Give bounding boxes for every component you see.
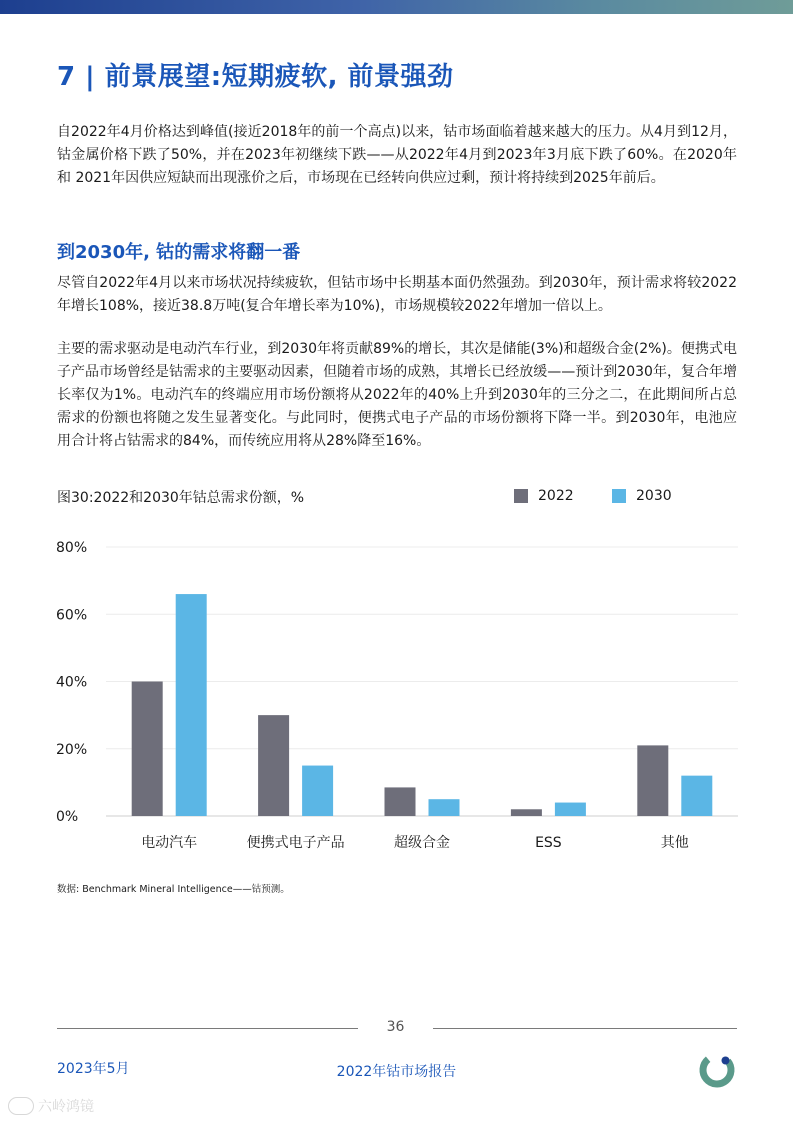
y-tick-label: 20% bbox=[56, 741, 88, 758]
legend-item-2030 bbox=[612, 488, 672, 504]
x-category-label: ESS bbox=[535, 835, 562, 851]
section-heading: 到2030年, 钴的需求将翻一番 bbox=[57, 242, 301, 263]
bar-2030-0 bbox=[176, 594, 207, 816]
footer-date: 2023年5月 bbox=[57, 1061, 130, 1077]
footer-divider-left bbox=[57, 1028, 358, 1029]
page-title: 7 | 前景展望:短期疲软, 前景强劲 bbox=[57, 62, 454, 92]
intro-paragraph: 自2022年4月价格达到峰值(接近2018年的前一个高点)以来，钴市场面临着越来越大的压力。从4月到12月， 钴金属价格下跌了50%，并在2023年初继续下跌——从2022年4月到2023年3月底下跌了60%。在2020年和 2021年因供应短缺而出现涨价之后，市场现在已经转向供应过剩，预计将持续到2025年前后。 bbox=[57, 124, 737, 186]
footer-divider-right bbox=[433, 1028, 737, 1029]
company-logo-icon bbox=[697, 1050, 737, 1090]
top-gradient-bar bbox=[0, 0, 793, 14]
bar-2022-1 bbox=[258, 715, 289, 816]
demand-share-bar-chart bbox=[40, 525, 750, 865]
legend-swatch-2022 bbox=[514, 489, 528, 503]
y-tick-label: 80% bbox=[56, 540, 88, 556]
bar-2022-0 bbox=[132, 682, 163, 817]
watermark-logo-icon bbox=[8, 1097, 34, 1115]
legend-swatch-2030 bbox=[612, 489, 626, 503]
demand-paragraph: 尽管自2022年4月以来市场状况持续疲软，但钴市场中长期基本面仍然强劲。到2030年，预计需求将较2022年增长108%，接近38.8万吨(复合年增长率为10%)，市场规模较2022年增加一倍以上。 bbox=[57, 275, 737, 314]
legend-label-2022: 2022 bbox=[538, 488, 574, 504]
bar-2030-2 bbox=[429, 799, 460, 816]
legend-label-2030: 2030 bbox=[636, 488, 672, 504]
x-category-label: 电动汽车 bbox=[141, 835, 198, 851]
x-category-label: 便携式电子产品 bbox=[246, 835, 345, 851]
chart-title: 图30:2022和2030年钴总需求份额，% bbox=[57, 490, 305, 506]
bar-2030-3 bbox=[555, 803, 586, 816]
y-tick-label: 60% bbox=[56, 607, 88, 624]
bar-2030-1 bbox=[302, 766, 333, 816]
page-number: 36 bbox=[386, 1019, 405, 1035]
x-category-label: 超级合金 bbox=[394, 835, 450, 851]
bar-2022-3 bbox=[511, 809, 542, 816]
bar-2030-4 bbox=[681, 776, 712, 816]
watermark-text: 六岭鸿镜 bbox=[38, 1099, 94, 1115]
source-note: 数据: Benchmark Mineral Intelligence——钴预测。 bbox=[57, 884, 290, 895]
bar-2022-2 bbox=[385, 787, 416, 816]
legend-item-2022 bbox=[514, 488, 574, 504]
x-category-label: 其他 bbox=[660, 835, 689, 851]
bar-2022-4 bbox=[637, 745, 668, 816]
drivers-paragraph: 主要的需求驱动是电动汽车行业，到2030年将贡献89%的增长，其次是储能(3%)和超级合金(2%)。便携式电子产品市场曾经是钴需求的主要驱动因素，但随着市场的成熟，其增长已经放缓——预计到2030年，复合年增长率仅为1%。电动汽车的终端应用市场份额将从2022年的40%上升到2030年的三分之二，在此期间所占总需求的份额也将随之发生显著变化。与此同时，便携式电子产品的市场份额将下降一半。到2030年，电池应 用合计将占钴需求的84%，而传统应用将从28%降至16%。 bbox=[57, 341, 737, 449]
y-tick-label: 40% bbox=[56, 674, 88, 691]
watermark bbox=[8, 1096, 94, 1116]
footer-report-name: 2022年钴市场报告 bbox=[336, 1064, 457, 1080]
y-tick-label: 0% bbox=[56, 809, 79, 825]
